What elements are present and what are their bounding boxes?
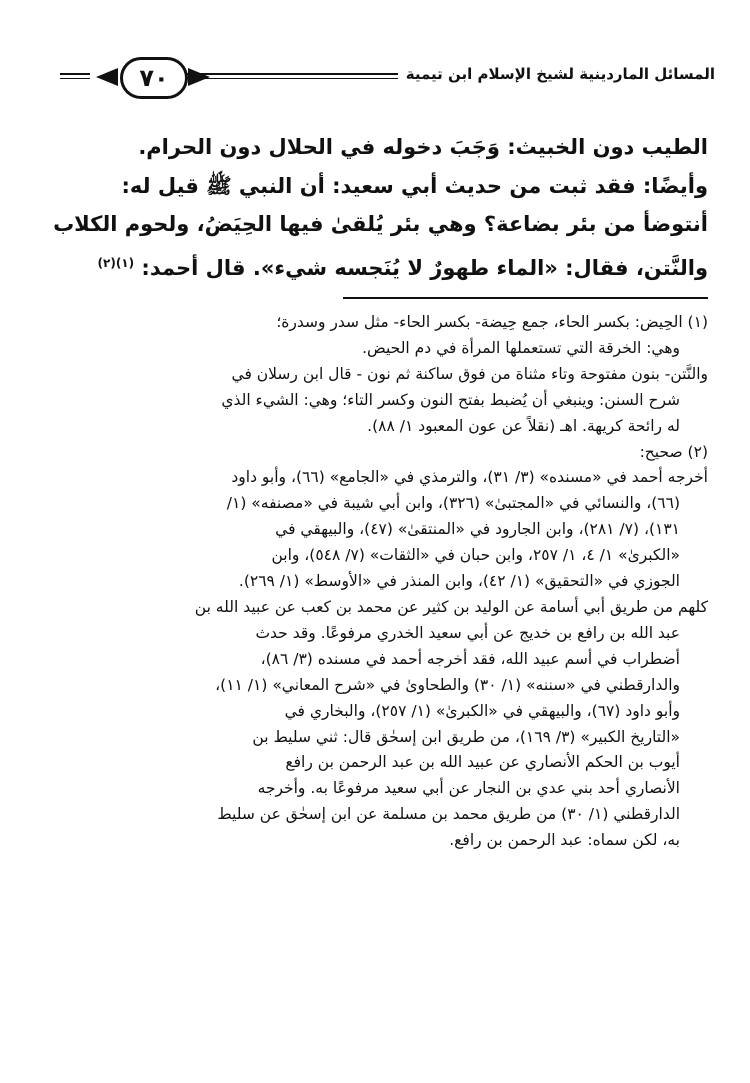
footnote-line: والدارقطني في «سننه» (١/ ٣٠) والطحاوىٰ في «شرح المعاني» (١/ ١١)،	[215, 675, 680, 694]
footnote-line: وأبو داود (٦٧)، والبيهقي في «الكبرىٰ» (١/ ٢٥٧)، والبخاري في	[284, 701, 680, 720]
footnote-line: «التاريخ الكبير» (٣/ ١٦٩)، من طريق ابن إسحٰق قال: ثني سليط بن	[252, 727, 680, 746]
main-line-4	[36, 244, 708, 288]
footnote-line: كلهم من طريق أبي أسامة عن الوليد بن كثير عن محمد بن كعب عن عبيد الله بن	[194, 597, 708, 616]
footnote-line: به، لكن سماه: عبد الرحمن بن رافع.	[449, 831, 680, 850]
footnote-line: (٢) صحيح:	[639, 442, 708, 461]
footnote-line: له رائحة كريهة. اهـ (نقلاً عن عون المعبود ١/ ٨٨).	[367, 416, 680, 435]
footnote-line: (١) الحِيض: بكسر الحاء، جمع حِيضة- بكسر الحاء- مثل سدر وسدرة؛	[276, 313, 708, 331]
footnote-line: شرح السنن: وينبغي أن يُضبط بفتح النون وكسر التاء؛ وهي: الشيء الذي	[221, 390, 680, 409]
footnote-line: «الكبرىٰ» ١/ ٤، ١/ ٢٥٧، وابن حبان في «الثقات» (٧/ ٥٤٨)، وابن	[271, 546, 680, 565]
footnote-line: عبد الله بن رافع بن خديج عن أبي سعيد الخدري مرفوعًا. وقد حدث	[255, 623, 680, 642]
footnote-line: الأنصاري أحد بني عدي بن النجار عن أبي سعيد مرفوعًا به. وأخرجه	[257, 779, 680, 798]
footnote-line: أخرجه أحمد في «مسنده» (٣/ ٣١)، والترمذي في «الجامع» (٦٦)، وأبو داود	[231, 468, 708, 487]
ornament-arrow-left-icon	[96, 68, 118, 86]
footnotes	[30, 310, 708, 854]
page-number: ٧٠	[120, 57, 188, 99]
footnote-line: (٦٦)، والنسائي في «المجتبىٰ» (٣٢٦)، وابن أبي شيبة في «مصنفه» (١/	[226, 494, 680, 513]
main-text	[36, 128, 708, 287]
footnote-line: ١٣١)، (٧/ ٢٨١)، وابن الجارود في «المنتقىٰ» (٤٧)، والبيهقي في	[275, 520, 680, 539]
main-line-4-text: والنَّتن، فقال: «الماء طهورٌ لا يُنَجسه شيء». قال أحمد:	[141, 255, 708, 280]
footnote-line: الجوزي في «التحقيق» (١/ ٤٢)، وابن المنذر في «الأوسط» (١/ ٢٦٩).	[238, 572, 680, 591]
ornament-arrow-right-icon	[188, 68, 210, 86]
page-header	[60, 55, 715, 101]
main-line-3: أنتوضأ من بئر بضاعة؟ وهي بئر يُلقىٰ فيها الحِيَضُ، ولحوم الكلاب	[53, 212, 708, 236]
footnote-line: الدارقطني (١/ ٣٠) من طريق محمد بن مسلمة عن ابن إسحٰق عن سليط	[217, 805, 680, 824]
footnote-ref-2[interactable]: (٢)	[97, 255, 116, 270]
footnote-line: أضطراب في أسم عبيد الله، فقد أخرجه أحمد في مسنده (٣/ ٨٦)،	[260, 649, 680, 668]
main-line-2: وأيضًا: فقد ثبت من حديث أبي سعيد: أن النبي ﷺ قيل له:	[121, 173, 708, 198]
footnote-line: أيوب بن الحكم الأنصاري عن عبيد الله بن عبد الرحمن بن رافع	[285, 753, 680, 772]
footnote-line: وهي: الخرقة التي تستعملها المرأة في دم الحيض.	[362, 338, 680, 357]
footnote-line: والنَّتن- بنون مفتوحة وتاء مثناة من فوق ساكنة ثم نون - قال ابن رسلان في	[231, 364, 708, 383]
footnote-ref-1[interactable]: (١)	[115, 255, 135, 270]
main-line-1: الطيب دون الخبيث: وَجَبَ دخوله في الحلال دون الحرام.	[138, 135, 708, 159]
footnote-separator	[343, 297, 708, 299]
running-title: المسائل الماردينية لشيخ الإسلام ابن تيمية	[398, 61, 715, 87]
